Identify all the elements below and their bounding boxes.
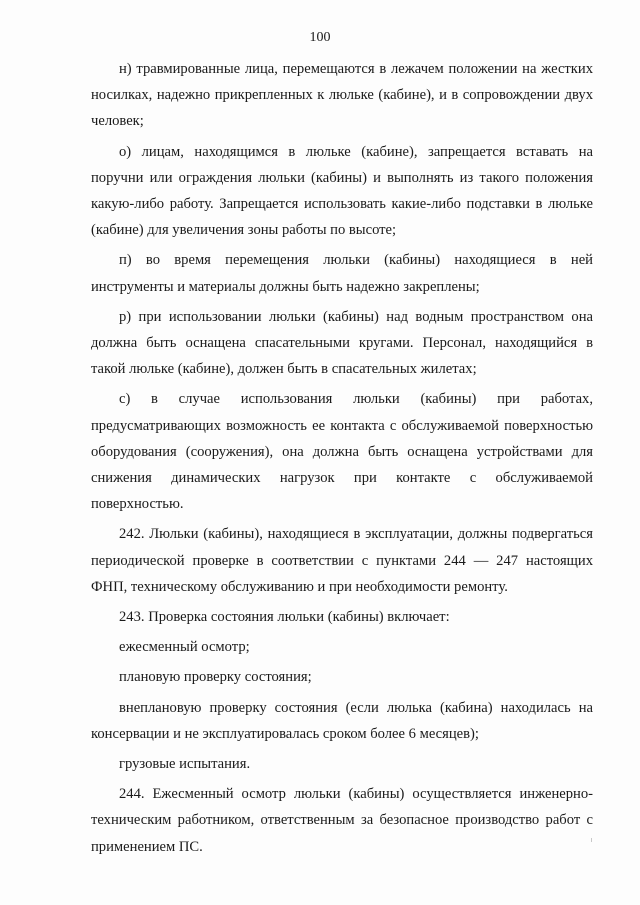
paragraph-n: н) травмированные лица, перемещаются в лежачем положении на жестких носилках, надежно прикрепленных к люльке (кабине), и в сопровождении двух человек; (91, 61, 593, 130)
paragraph-r: р) при использовании люльки (кабины) над водным пространством она должна быть оснащена спасательными кругами. Персонал, находящийся в такой люльке (кабине), должен быть в спасательных жилетах; (91, 308, 593, 378)
list-item-planned-check: плановую проверку состояния; (119, 669, 312, 686)
paragraph-243: 243. Проверка состояния люльки (кабины) включает: (119, 609, 450, 626)
list-item-monthly-inspection: ежесменный осмотр; (119, 639, 250, 656)
document-body (91, 56, 593, 860)
list-item-load-tests: грузовые испытания. (119, 756, 251, 773)
paragraph-244: 244. Ежесменный осмотр люльки (кабины) осуществляется инженерно-техническим работником, ответственным за безопасное производство работ с применением ПС. (91, 786, 593, 855)
list-item-unplanned-check: внеплановую проверку состояния (если люлька (кабина) находилась на консервации и не эксплуатировалась сроком более 6 месяцев); (91, 699, 593, 742)
paragraph-p: п) во время перемещения люльки (кабины) находящиеся в ней инструменты и материалы должны быть надежно закреплены; (91, 252, 593, 295)
scan-artifact (591, 838, 592, 842)
paragraph-o: о) лицам, находящимся в люльке (кабине), запрещается вставать на поручни или ограждения люльки (кабины) и выполнять из такого положения какую-либо работу. Запрещается использовать какие-либо подставки в люльке (кабине) для увеличения зоны работы по высоте; (91, 143, 593, 239)
paragraph-s: с) в случае использования люльки (кабины) при работах, предусматривающих возможность ее контакта с обслуживаемой поверхностью оборудования (сооружения), она должна быть оснащена устройствами для снижения динамических нагрузок при контакте с обслуживаемой поверхностью. (91, 391, 593, 513)
paragraph-242: 242. Люльки (кабины), находящиеся в эксплуатации, должны подвергаться периодической проверке в соответствии с пунктами 244 — 247 настоящих ФНП, техническому обслуживанию и при необходимости ремонту. (91, 526, 593, 595)
page-number: 100 (309, 30, 331, 45)
